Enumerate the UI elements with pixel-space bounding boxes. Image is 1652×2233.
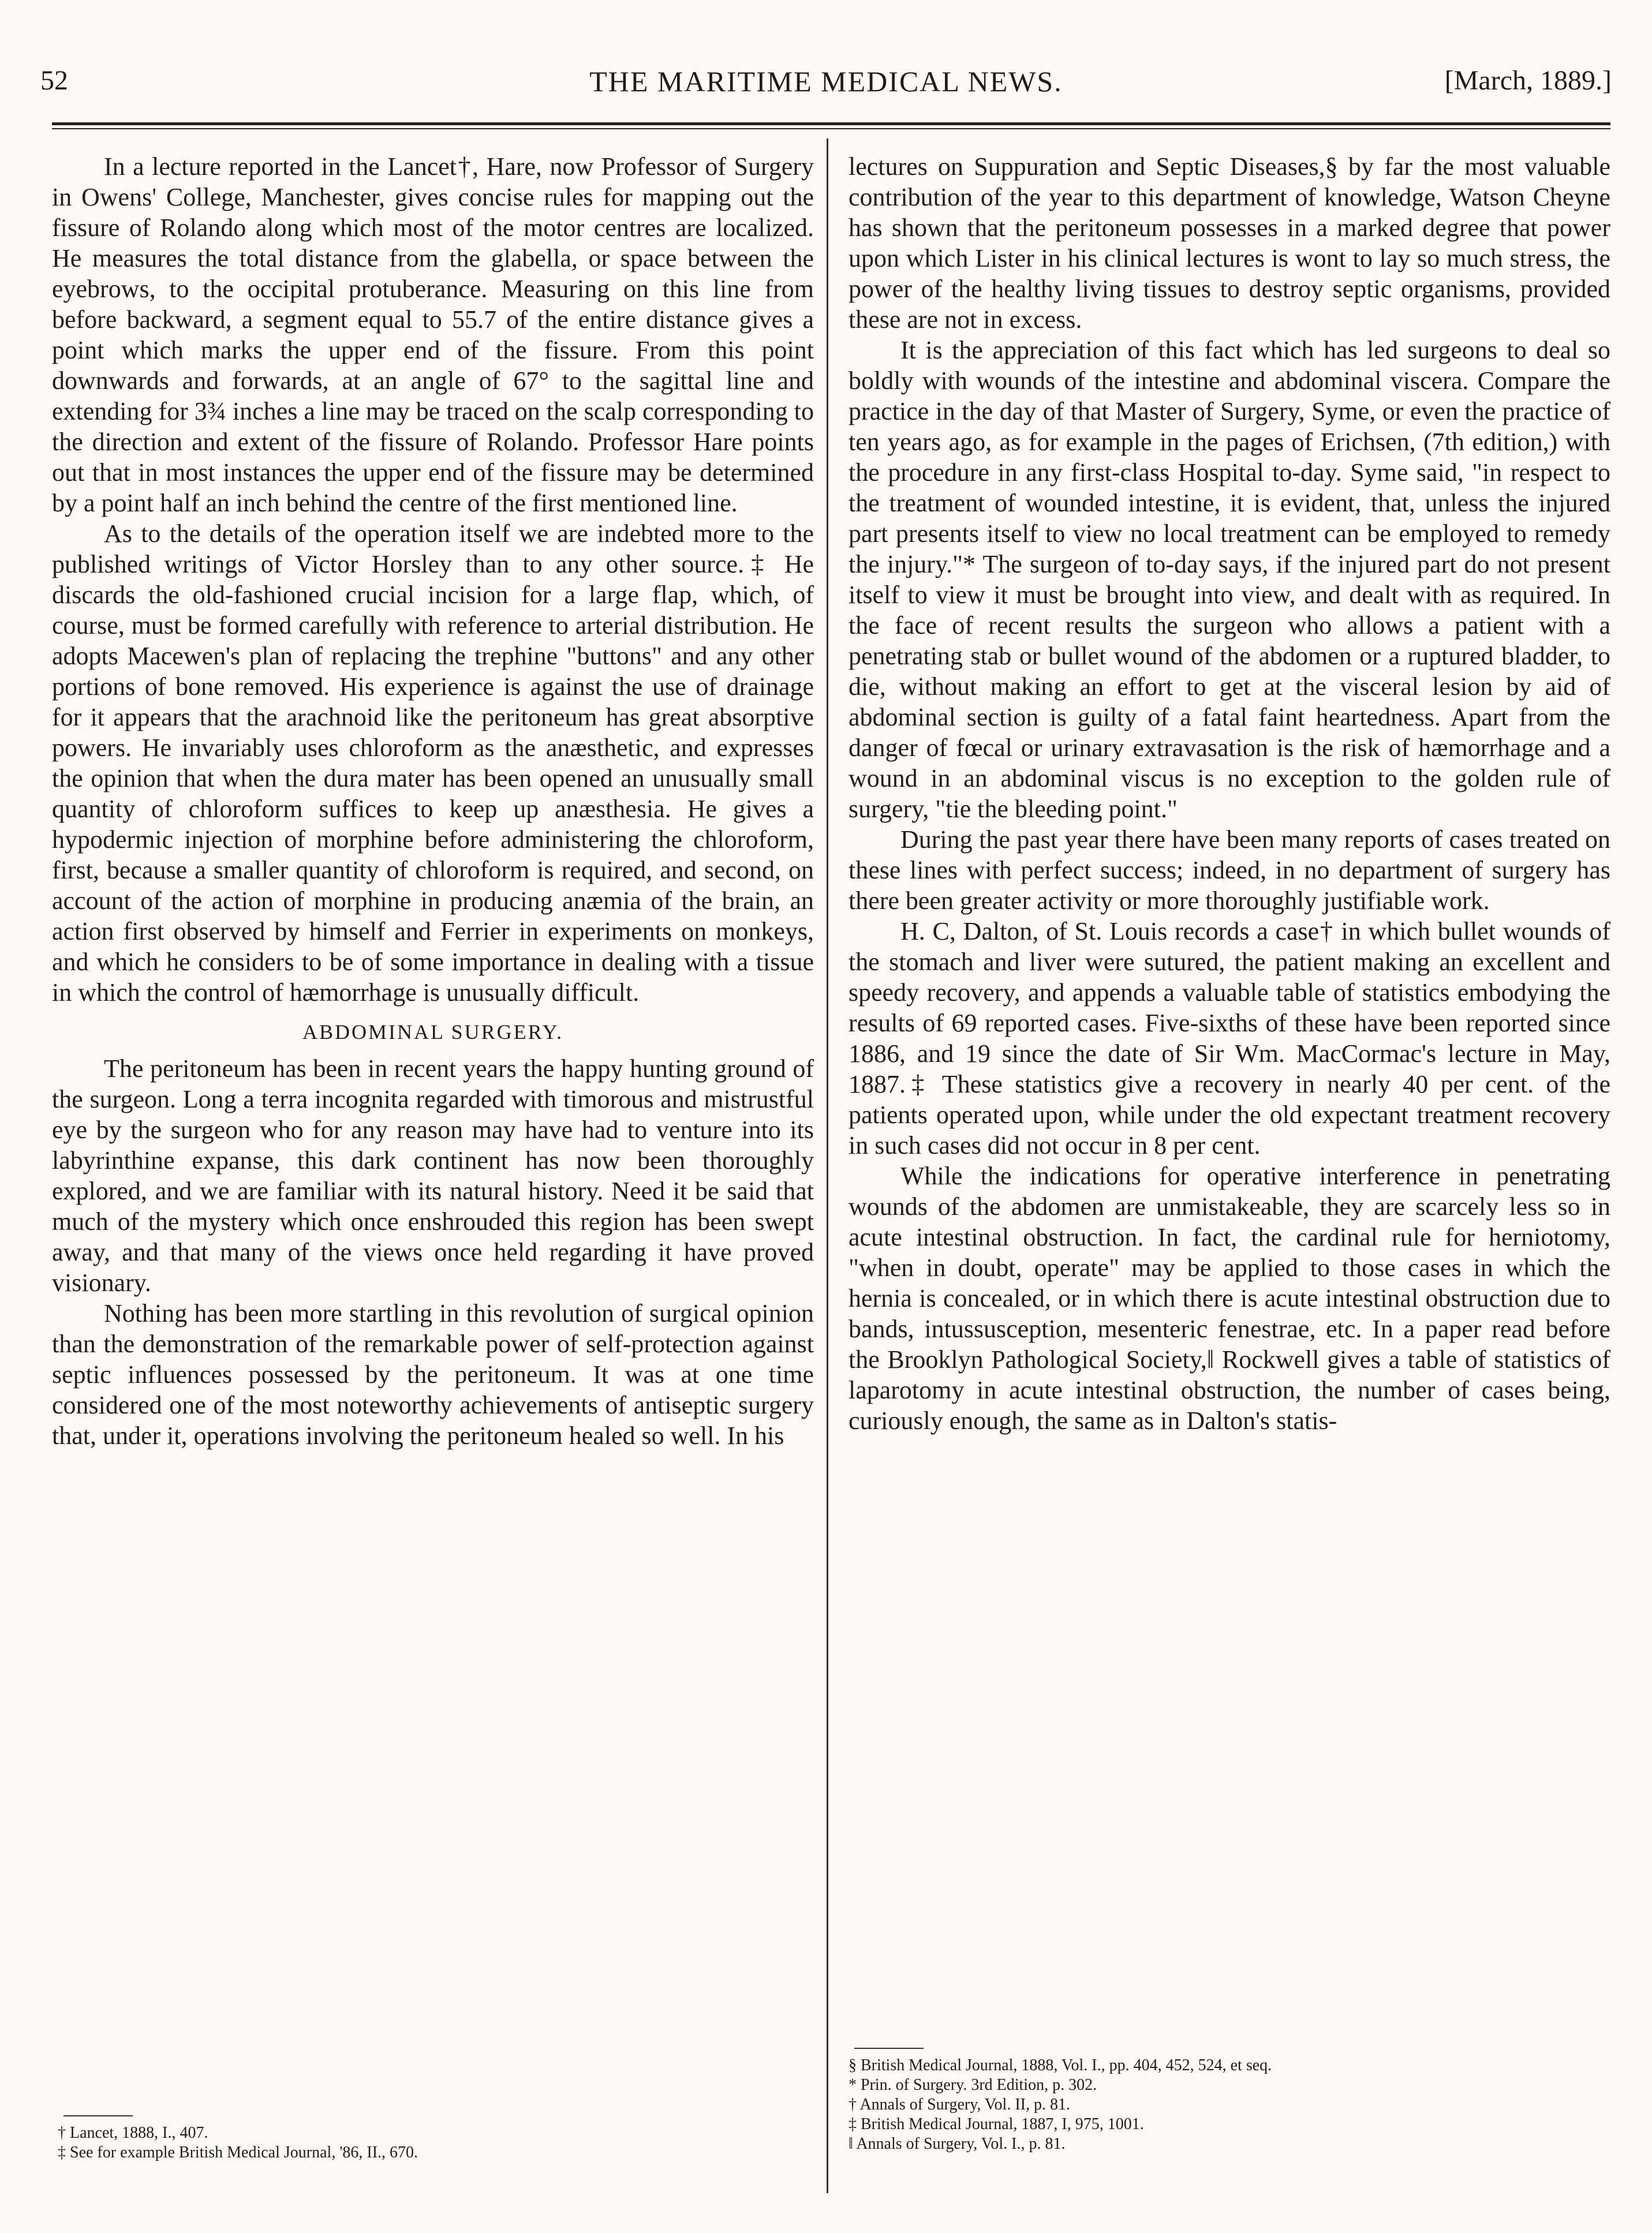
footnote: * Prin. of Surgery. 3rd Edition, p. 302. (849, 2076, 1097, 2094)
issue-date: [March, 1889.] (1444, 65, 1612, 96)
journal-title: THE MARITIME MEDICAL NEWS. (589, 65, 1063, 98)
footnote: † Lancet, 1888, I., 407. (58, 2124, 208, 2142)
paragraph: The peritoneum has been in recent years the happy hunting ground of the surgeon. Long a terra incognita regarded with timorous and mistrustful eye by the surgeon who for any reason may have had to venture into its labyrinthine expanse, this dark continent has now been thoroughly explored, and we are familiar with its natural history. Need it be said that much of the mystery which once enshrouded this region has been swept away, and that many of the views once held regarding it have proved visionary. (52, 1054, 814, 1297)
paragraph: Nothing has been more startling in this revolution of surgical opinion than the demonstration of the remarkable power of self-protection against septic influences possessed by the peritoneum. It was at one time considered one of the most noteworthy achievements of antiseptic surgery that, under it, operations involving the peritoneum healed so well. In his (52, 1299, 814, 1450)
column-divider (827, 139, 828, 2193)
header-rule-thin (52, 128, 1610, 129)
section-heading: ABDOMINAL SURGERY. (302, 1020, 564, 1043)
footnote: § British Medical Journal, 1888, Vol. I., pp. 404, 452, 524, et seq. (849, 2056, 1272, 2074)
paragraph: lectures on Suppuration and Septic Diseases,§ by far the most valuable contribution of the year to this department of knowledge, Watson Cheyne has shown that the peritoneum possesses in a marked degree that power upon which Lister in his clinical lectures is wont to lay so much stress, the power of the healthy living tissues to destroy septic organisms, provided these are not in excess. (849, 152, 1610, 334)
left-column (52, 151, 814, 1451)
footnote-rule (854, 2048, 924, 2049)
footnote-rule (63, 2115, 133, 2116)
paragraph: During the past year there have been many reports of cases treated on these lines with perfect success; indeed, in no department of surgery has there been greater activity or more thoroughly justifiable work. (849, 825, 1610, 915)
header-rule-thick (52, 122, 1610, 125)
paragraph: In a lecture reported in the Lancet†, Hare, now Professor of Surgery in Owens' College, Manchester, gives concise rules for mapping out the fissure of Rolando along which most of the motor centres are localized. He measures the total distance from the glabella, or space between the eyebrows, to the occipital protuberance. Measuring on this line from before backward, a segment equal to 55.7 of the entire distance gives a point which marks the upper end of the fissure. From this point downwards and forwards, at an angle of 67° to the sagittal line and extending for 3¾ inches a line may be traced on the scalp corresponding to the direction and extent of the fissure of Rolando. Professor Hare points out that in most instances the upper end of the fissure may be determined by a point half an inch behind the centre of the first mentioned line. (52, 152, 814, 517)
paragraph: H. C, Dalton, of St. Louis records a case† in which bullet wounds of the stomach and liver were sutured, the patient making an excellent and speedy recovery, and appends a valuable table of statistics embodying the results of 69 reported cases. Five-sixths of these have been reported since 1886, and 19 since the date of Sir Wm. MacCormac's lecture in May, 1887.‡ These statistics give a recovery in nearly 40 per cent. of the patients operated upon, while under the old expectant treatment recovery in such cases did not occur in 8 per cent. (849, 917, 1610, 1159)
paragraph: While the indications for operative interference in penetrating wounds of the abdomen are unmistakeable, they are scarcely less so in acute intestinal obstruction. In fact, the cardinal rule for herniotomy, "when in doubt, operate" may be applied to those cases in which the hernia is concealed, or in which there is acute intestinal obstruction due to bands, intussusception, mesenteric fenestrae, etc. In a paper read before the Brooklyn Pathological Society,‖ Rockwell gives a table of statistics of laparotomy in acute intestinal obstruction, the number of cases being, curiously enough, the same as in Dalton's statis- (849, 1162, 1610, 1435)
footnote: ‡ British Medical Journal, 1887, I, 975, 1001. (849, 2115, 1144, 2133)
footnote: † Annals of Surgery, Vol. II, p. 81. (849, 2096, 1070, 2114)
paragraph: As to the details of the operation itself we are indebted more to the published writings of Victor Horsley than to any other source.‡ He discards the old-fashioned crucial incision for a large flap, which, of course, must be formed carefully with reference to arterial distribution. He adopts Macewen's plan of replacing the trephine "buttons" and any other portions of bone removed. His experience is against the use of drainage for it appears that the arachnoid like the peritoneum has great absorptive powers. He invariably uses chloroform as the anæsthetic, and expresses the opinion that when the dura mater has been opened an unusually small quantity of chloroform suffices to keep up anæsthesia. He gives a hypodermic injection of morphine before administering the chloroform, first, because a smaller quantity of chloroform is required, and second, on account of the action of morphine in producing anæmia of the brain, an action first observed by himself and Ferrier in experiments on monkeys, and which he considers to be of some importance in dealing with a tissue in which the control of hæmorrhage is unusually difficult. (52, 519, 814, 1007)
footnote: ‖ Annals of Surgery, Vol. I., p. 81. (849, 2135, 1066, 2153)
right-footnotes (849, 2048, 1599, 2154)
page-header (40, 65, 1612, 111)
paragraph: It is the appreciation of this fact which has led surgeons to deal so boldly with wounds of the intestine and abdominal viscera. Compare the practice in the day of that Master of Surgery, Syme, or even the practice of ten years ago, as for example in the pages of Erichsen, (7th edition,) with the procedure in any first-class Hospital to-day. Syme said, "in respect to the treatment of wounded intestine, it is evident, that, unless the injured part presents itself to view no local treatment can be employed to remedy the injury."* The surgeon of to-day says, if the injured part do not present itself to view it must be brought into view, and dealt with as required. In the face of recent results the surgeon who allows a patient with a penetrating stab or bullet wound of the abdomen or a ruptured bladder, to die, without making an effort to get at the visceral lesion by aid of abdominal section is guilty of a fatal faint heartedness. Apart from the danger of fœcal or urinary extravasation is the risk of hæmorrhage and a wound in an abdominal viscus is no exception to the golden rule of surgery, "tie the bleeding point." (849, 336, 1610, 823)
right-column (849, 151, 1610, 1436)
left-footnotes (58, 2115, 808, 2163)
footnote: ‡ See for example British Medical Journal, '86, II., 670. (58, 2144, 418, 2161)
page-number: 52 (40, 65, 68, 96)
